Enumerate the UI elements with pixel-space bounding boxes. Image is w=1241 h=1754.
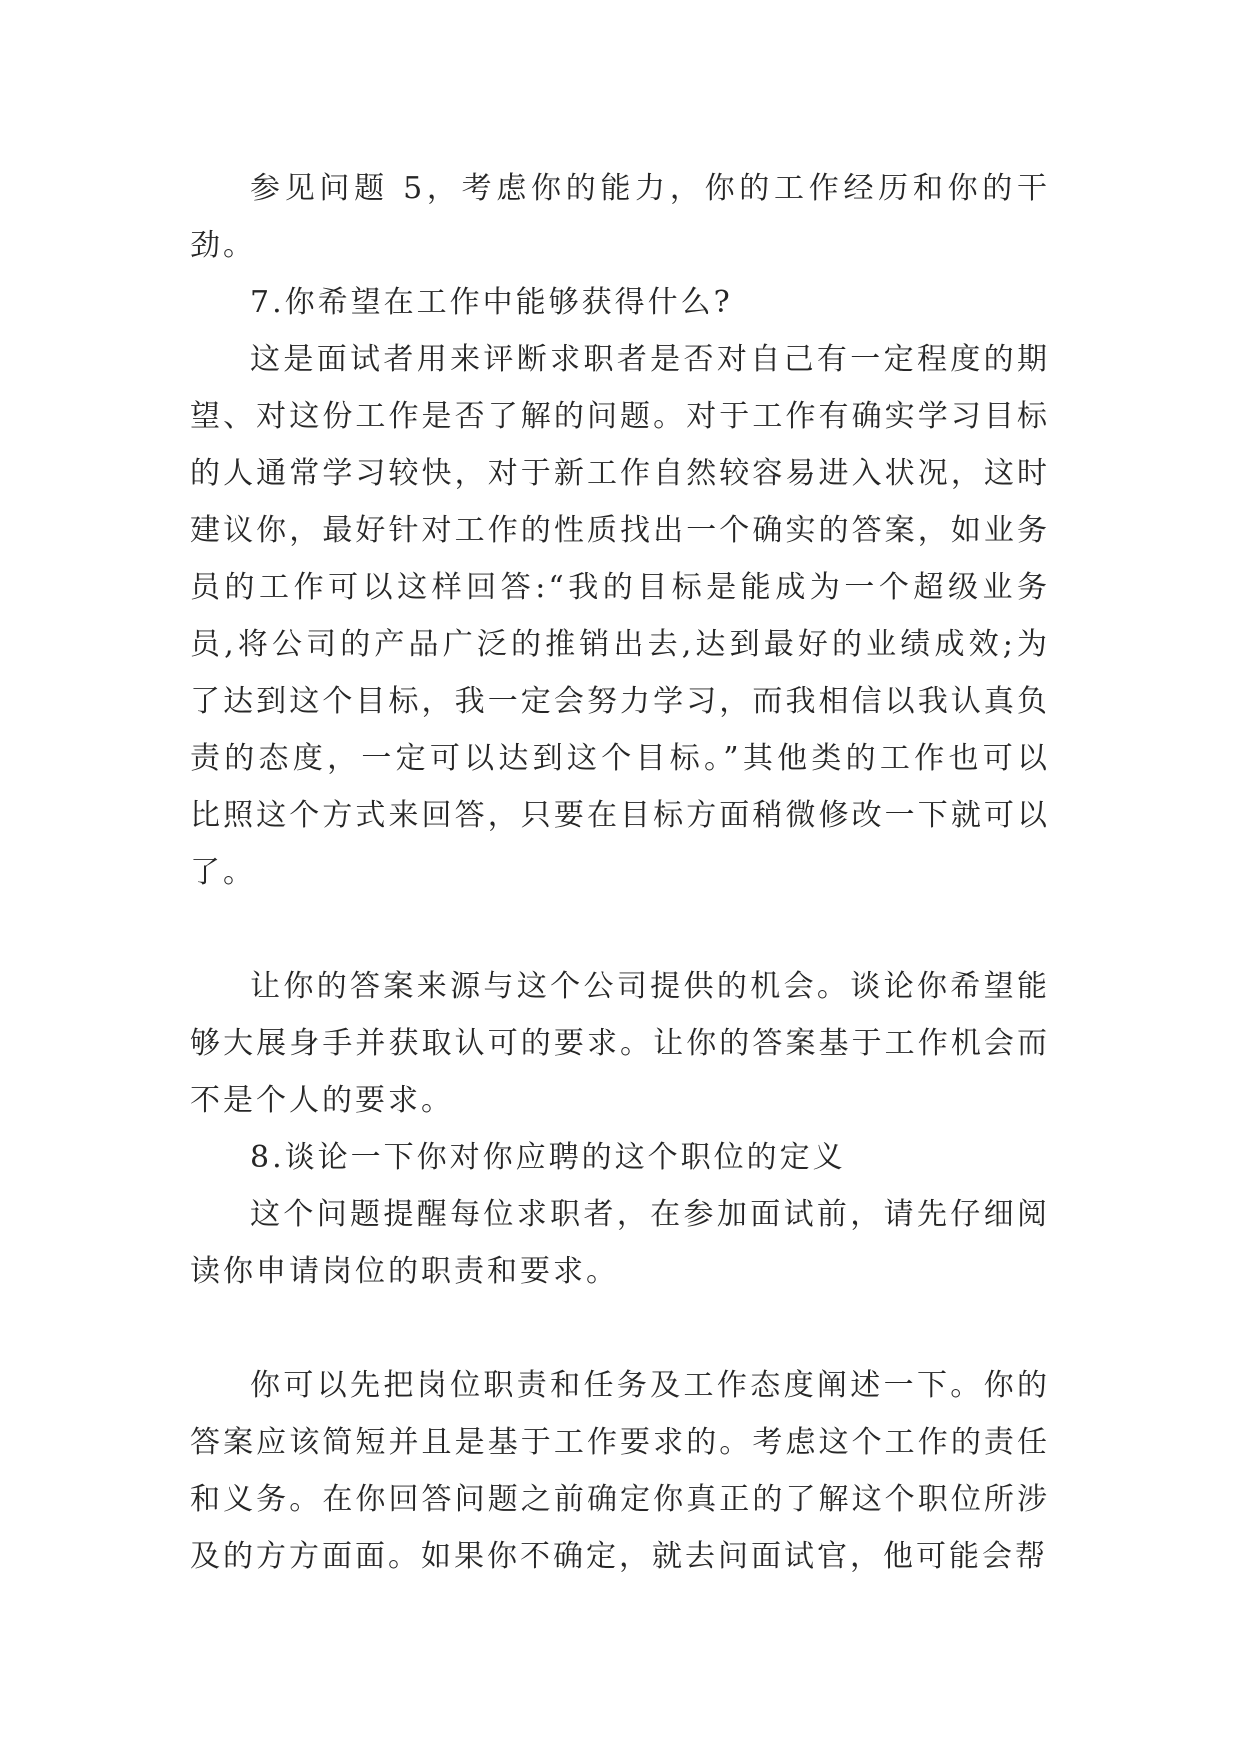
paragraph-q8-advice: 你可以先把岗位职责和任务及工作态度阐述一下。你的答案应该简短并且是基于工作要求的。考虑这个工作的责任和义务。在你回答问题之前确定你真正的了解这个职位所涉及的方方面面。如果你不确定，就去问面试官，他可能会帮 <box>190 1368 1050 1574</box>
question-7-heading: 7.你希望在工作中能够获得什么? <box>250 285 733 320</box>
paragraph-q8-explanation: 这个问题提醒每位求职者，在参加面试前，请先仔细阅读你申请岗位的职责和要求。 <box>190 1197 1050 1289</box>
paragraph-q6-answer-end: 参见问题 5，考虑你的能力，你的工作经历和你的干劲。 <box>190 171 1050 263</box>
document-body <box>190 160 1050 1585</box>
paragraph-gap <box>190 901 1050 958</box>
paragraph-gap <box>190 1300 1050 1357</box>
paragraph-q7-explanation: 这是面试者用来评断求职者是否对自己有一定程度的期望、对这份工作是否了解的问题。对于工作有确实学习目标的人通常学习较快，对于新工作自然较容易进入状况，这时建议你，最好针对工作的性质找出一个确实的答案，如业务员的工作可以这样回答:“我的目标是能成为一个超级业务员,将公司的产品广泛的推销出去,达到最好的业绩成效;为了达到这个目标，我一定会努力学习，而我相信以我认真负责的态度，一定可以达到这个目标。”其他类的工作也可以比照这个方式来回答，只要在目标方面稍微修改一下就可以了。 <box>190 342 1050 890</box>
paragraph-q7-advice: 让你的答案来源与这个公司提供的机会。谈论你希望能够大展身手并获取认可的要求。让你的答案基于工作机会而不是个人的要求。 <box>190 969 1050 1118</box>
question-8-heading: 8.谈论一下你对你应聘的这个职位的定义 <box>250 1140 846 1175</box>
